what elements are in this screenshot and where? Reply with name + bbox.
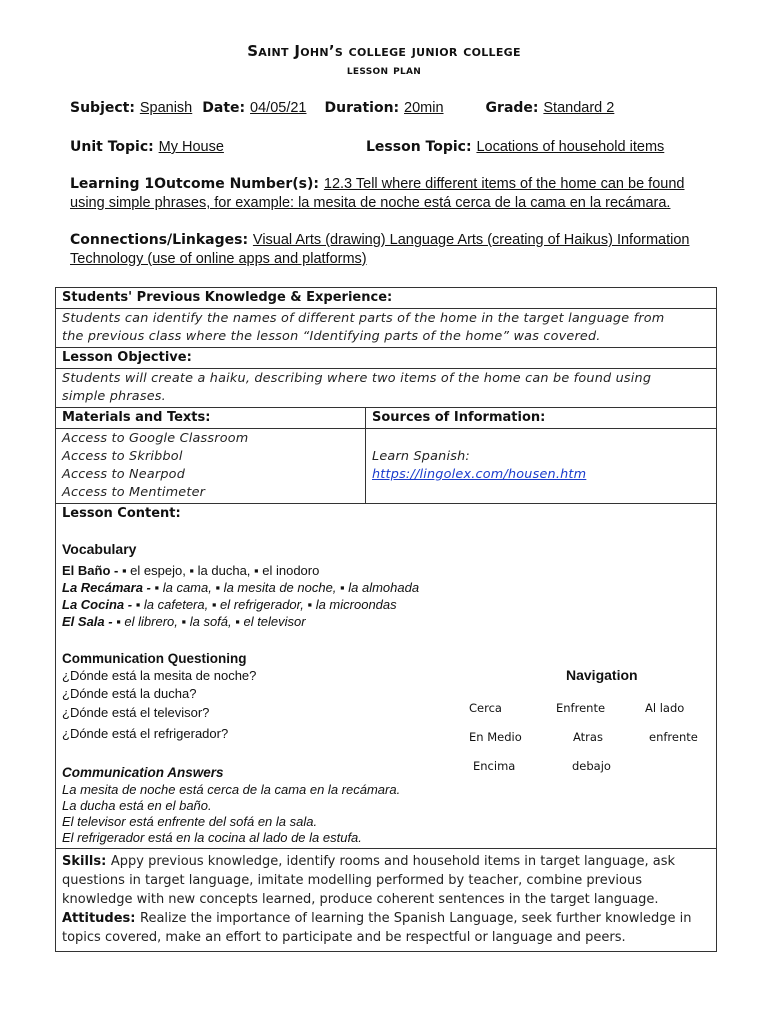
grade-value: Standard 2 <box>543 100 615 116</box>
materials-list <box>56 429 366 504</box>
attitudes-text: Realize the importance of learning the Spanish Language, seek further knowledge in topics covered, make an effort to participate and be respectful or language and peers. <box>62 911 692 945</box>
list-item: Access to Nearpod <box>62 467 186 482</box>
lesson-topic-label: Lesson Topic <box>366 139 466 155</box>
answers-list <box>62 782 400 846</box>
sources-label: Sources of Information: <box>366 408 717 429</box>
doc-type: lesson plan <box>346 63 422 78</box>
duration-label: Duration <box>324 100 394 116</box>
lesson-topic-value: Locations of household items <box>476 139 665 155</box>
question-item: ¿Dónde está el refrigerador? <box>62 726 229 741</box>
list-item: Access to Skribbol <box>62 449 183 464</box>
answers-title: Communication Answers <box>62 765 224 780</box>
nav-word: debajo <box>572 759 611 773</box>
connections-line-1: Visual Arts (drawing) Language Arts (creating of Haikus) Information <box>252 232 690 248</box>
connections-label: Connections/Linkages <box>70 232 243 248</box>
unit-value: My House <box>158 139 224 155</box>
skills-label: Skills <box>62 854 102 869</box>
lesson-plan-table <box>55 287 717 952</box>
meta-row-1: Subject: Spanish Date: 04/05/21 Duration: 20min Grade: Standard 2 <box>70 100 615 116</box>
nav-word: enfrente <box>649 730 698 744</box>
outcome-line-1: 12.3 Tell where different items of the home can be found <box>323 176 685 192</box>
skills-text: Appy previous knowledge, identify rooms and household items in target language, ask questions in target language, imitate modelling performed by teacher, combine previous knowledge with new concepts learned, produce coherent sentences in the target language. <box>62 854 676 907</box>
questioning-title: Communication Questioning <box>62 651 247 666</box>
nav-word: Encima <box>473 759 516 773</box>
lesson-content-label: Lesson Content: <box>62 506 181 521</box>
attitudes-label: Attitudes <box>62 911 131 926</box>
nav-word: Enfrente <box>556 701 606 715</box>
nav-word: En Medio <box>469 730 522 744</box>
question-item: ¿Dónde está el televisor? <box>62 705 210 720</box>
lesson-topic-row: Lesson Topic: Locations of household items <box>366 139 665 155</box>
nav-word: Al lado <box>645 701 685 715</box>
connections-row: Connections/Linkages: Visual Arts (drawing) Language Arts (creating of Haikus) Information <box>70 232 690 248</box>
unit-label: Unit Topic <box>70 139 149 155</box>
materials-label: Materials and Texts: <box>56 408 366 429</box>
sources-link[interactable]: https://lingolex.com/housen.htm <box>372 467 587 482</box>
subject-value: Spanish <box>139 100 193 116</box>
nav-word: Cerca <box>469 701 502 715</box>
list-item: Access to Mentimeter <box>62 485 206 500</box>
connections-line-2: Technology (use of online apps and platforms) <box>70 251 367 267</box>
outcome-label: Learning 1Outcome Number(s) <box>70 176 314 192</box>
date-label: Date <box>202 100 240 116</box>
vocabulary-title: Vocabulary <box>62 541 137 557</box>
meta-row-2: Unit Topic: My House <box>70 139 224 155</box>
subject-label: Subject <box>70 100 130 116</box>
question-item: ¿Dónde está la mesita de noche? <box>62 668 257 683</box>
sources-cell <box>366 429 717 504</box>
list-item: El Baño - ▪ el espejo, ▪ la ducha, ▪ el inodoro <box>62 563 320 578</box>
attitudes-paragraph: Attitudes: Realize the importance of learning the Spanish Language, seek further knowledge in topics covered, make an effort to participate and be respectful or language and peers. <box>62 911 692 945</box>
lesson-content-cell <box>56 504 717 849</box>
list-item: Access to Google Classroom <box>62 431 249 446</box>
skills-paragraph: Skills: Appy previous knowledge, identify rooms and household items in target language, ask questions in target language, imitate modelling performed by teacher, combine previous knowledge with new concepts learned, produce coherent sentences in the target language. <box>62 854 676 907</box>
date-value: 04/05/21 <box>250 100 307 116</box>
duration-value: 20min <box>404 100 444 116</box>
prev-knowledge-label: Students' Previous Knowledge & Experience: <box>56 288 717 309</box>
sources-text: Learn Spanish: <box>372 449 470 464</box>
nav-word: Atras <box>573 730 603 744</box>
vocabulary-list <box>62 562 419 630</box>
list-item: El televisor está enfrente del sofá en la sala. <box>62 814 318 829</box>
list-item: La Cocina - ▪ la cafetera, ▪ el refrigerador, ▪ la microondas <box>62 597 397 612</box>
question-item: ¿Dónde está la ducha? <box>62 686 197 701</box>
list-item: La ducha está en el baño. <box>62 798 212 813</box>
school-title: Saint John’s college junior college <box>247 42 521 60</box>
objective-label: Lesson Objective: <box>56 348 717 369</box>
skills-attitudes-cell <box>56 849 717 952</box>
navigation-title: Navigation <box>566 667 638 683</box>
grade-label: Grade <box>485 100 533 116</box>
outcome-line-2: using simple phrases, for example: la mesita de noche está cerca de la cama en la recámara. <box>70 195 671 211</box>
list-item: La Recámara - ▪ la cama, ▪ la mesita de noche, ▪ la almohada <box>62 580 420 595</box>
list-item: La mesita de noche está cerca de la cama en la recámara. <box>62 782 401 797</box>
objective-text: Students will create a haiku, describing where two items of the home can be found using simple phrases. <box>56 369 717 408</box>
list-item: El Sala - ▪ el librero, ▪ la sofá, ▪ el televisor <box>62 614 306 629</box>
prev-knowledge-text: Students can identify the names of different parts of the home in the target language from the previous class where the lesson “Identifying parts of the home” was covered. <box>56 309 717 348</box>
list-item: El refrigerador está en la cocina al lado de la estufa. <box>62 830 362 845</box>
outcome-row: Learning 1Outcome Number(s): 12.3 Tell where different items of the home can be found <box>70 176 685 192</box>
